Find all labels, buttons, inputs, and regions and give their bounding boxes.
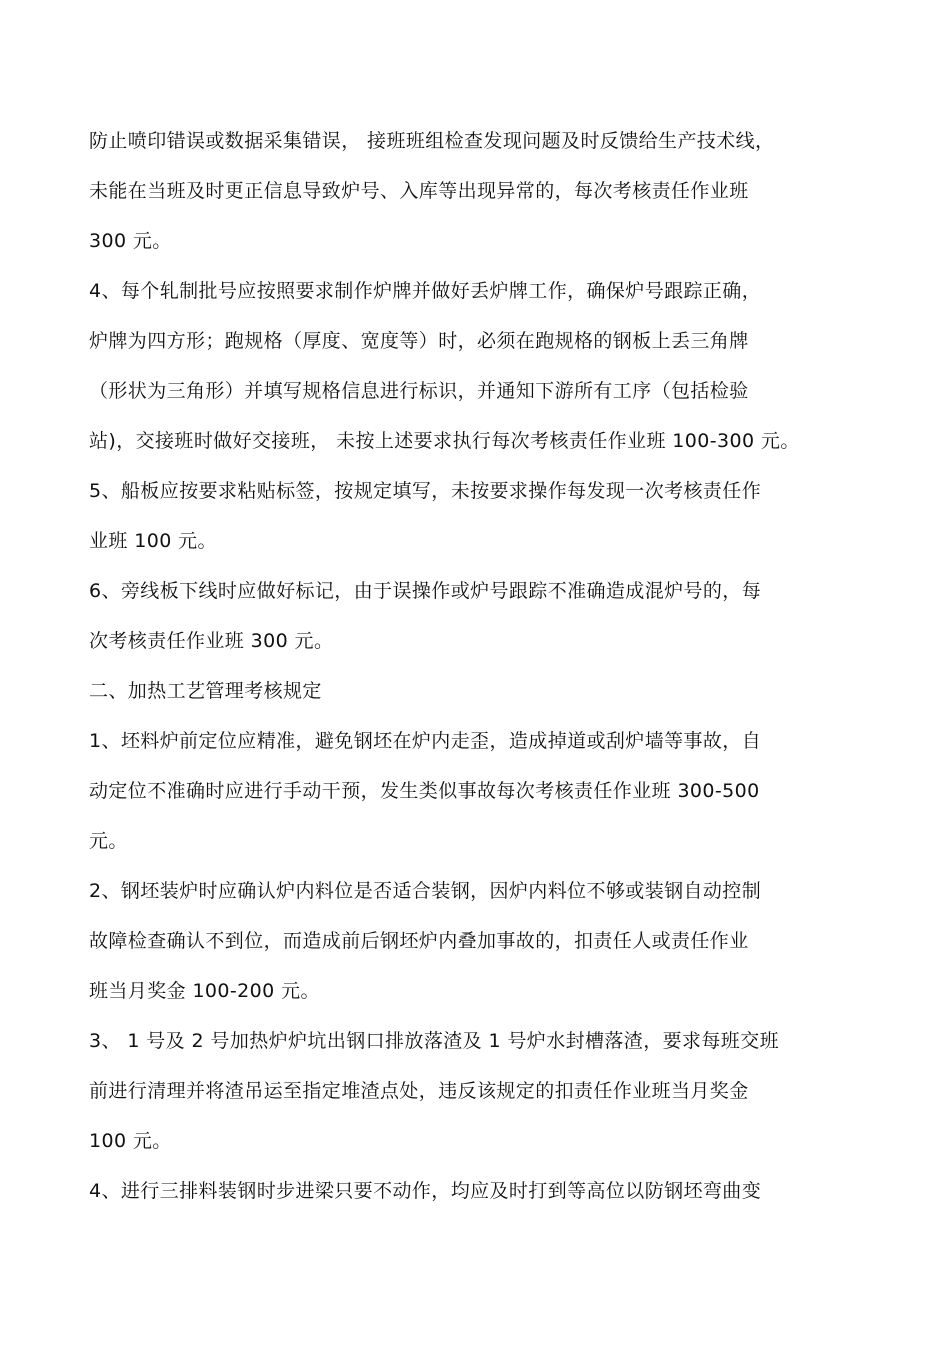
text-line: 1、坯料炉前定位应精准，避免钢坯在炉内走歪，造成掉道或刮炉墙等事故，自 xyxy=(89,730,762,752)
text-line: 4、进行三排料装钢时步进梁只要不动作，均应及时打到等高位以防钢坯弯曲变 xyxy=(89,1180,762,1202)
text-line: 元。 xyxy=(89,830,128,852)
text-line: 次考核责任作业班 300 元。 xyxy=(89,630,334,652)
text-line: 站)，交接班时做好交接班， 未按上述要求执行每次考核责任作业班 100-300 元。 xyxy=(89,430,800,452)
text-line: 未能在当班及时更正信息导致炉号、入库等出现异常的，每次考核责任作业班 xyxy=(89,180,749,202)
text-line: 6、旁线板下线时应做好标记，由于误操作或炉号跟踪不准确造成混炉号的，每 xyxy=(89,580,762,602)
text-line: 4、每个轧制批号应按照要求制作炉牌并做好丢炉牌工作，确保炉号跟踪正确， xyxy=(89,280,762,302)
text-line: 炉牌为四方形；跑规格（厚度、宽度等）时，必须在跑规格的钢板上丢三角牌 xyxy=(89,330,749,352)
text-line: 故障检查确认不到位，而造成前后钢坯炉内叠加事故的，扣责任人或责任作业 xyxy=(89,930,749,952)
text-line: 前进行清理并将渣吊运至指定堆渣点处，违反该规定的扣责任作业班当月奖金 xyxy=(89,1080,749,1102)
text-line: 2、钢坯装炉时应确认炉内料位是否适合装钢，因炉内料位不够或装钢自动控制 xyxy=(89,880,762,902)
text-line: （形状为三角形）并填写规格信息进行标识，并通知下游所有工序（包括检验 xyxy=(89,380,749,402)
text-line: 100 元。 xyxy=(89,1130,172,1152)
text-line: 动定位不准确时应进行手动干预，发生类似事故每次考核责任作业班 300-500 xyxy=(89,780,760,802)
text-line: 300 元。 xyxy=(89,230,172,252)
text-line: 3、 1 号及 2 号加热炉炉坑出钢口排放落渣及 1 号炉水封槽落渣，要求每班交班 xyxy=(89,1030,779,1052)
text-line: 5、船板应按要求粘贴标签，按规定填写，未按要求操作每发现一次考核责任作 xyxy=(89,480,762,502)
text-line: 业班 100 元。 xyxy=(89,530,217,552)
text-line: 班当月奖金 100-200 元。 xyxy=(89,980,320,1002)
text-line: 防止喷印错误或数据采集错误， 接班班组检查发现问题及时反馈给生产技术线， xyxy=(89,130,775,152)
section-heading: 二、加热工艺管理考核规定 xyxy=(89,680,322,702)
